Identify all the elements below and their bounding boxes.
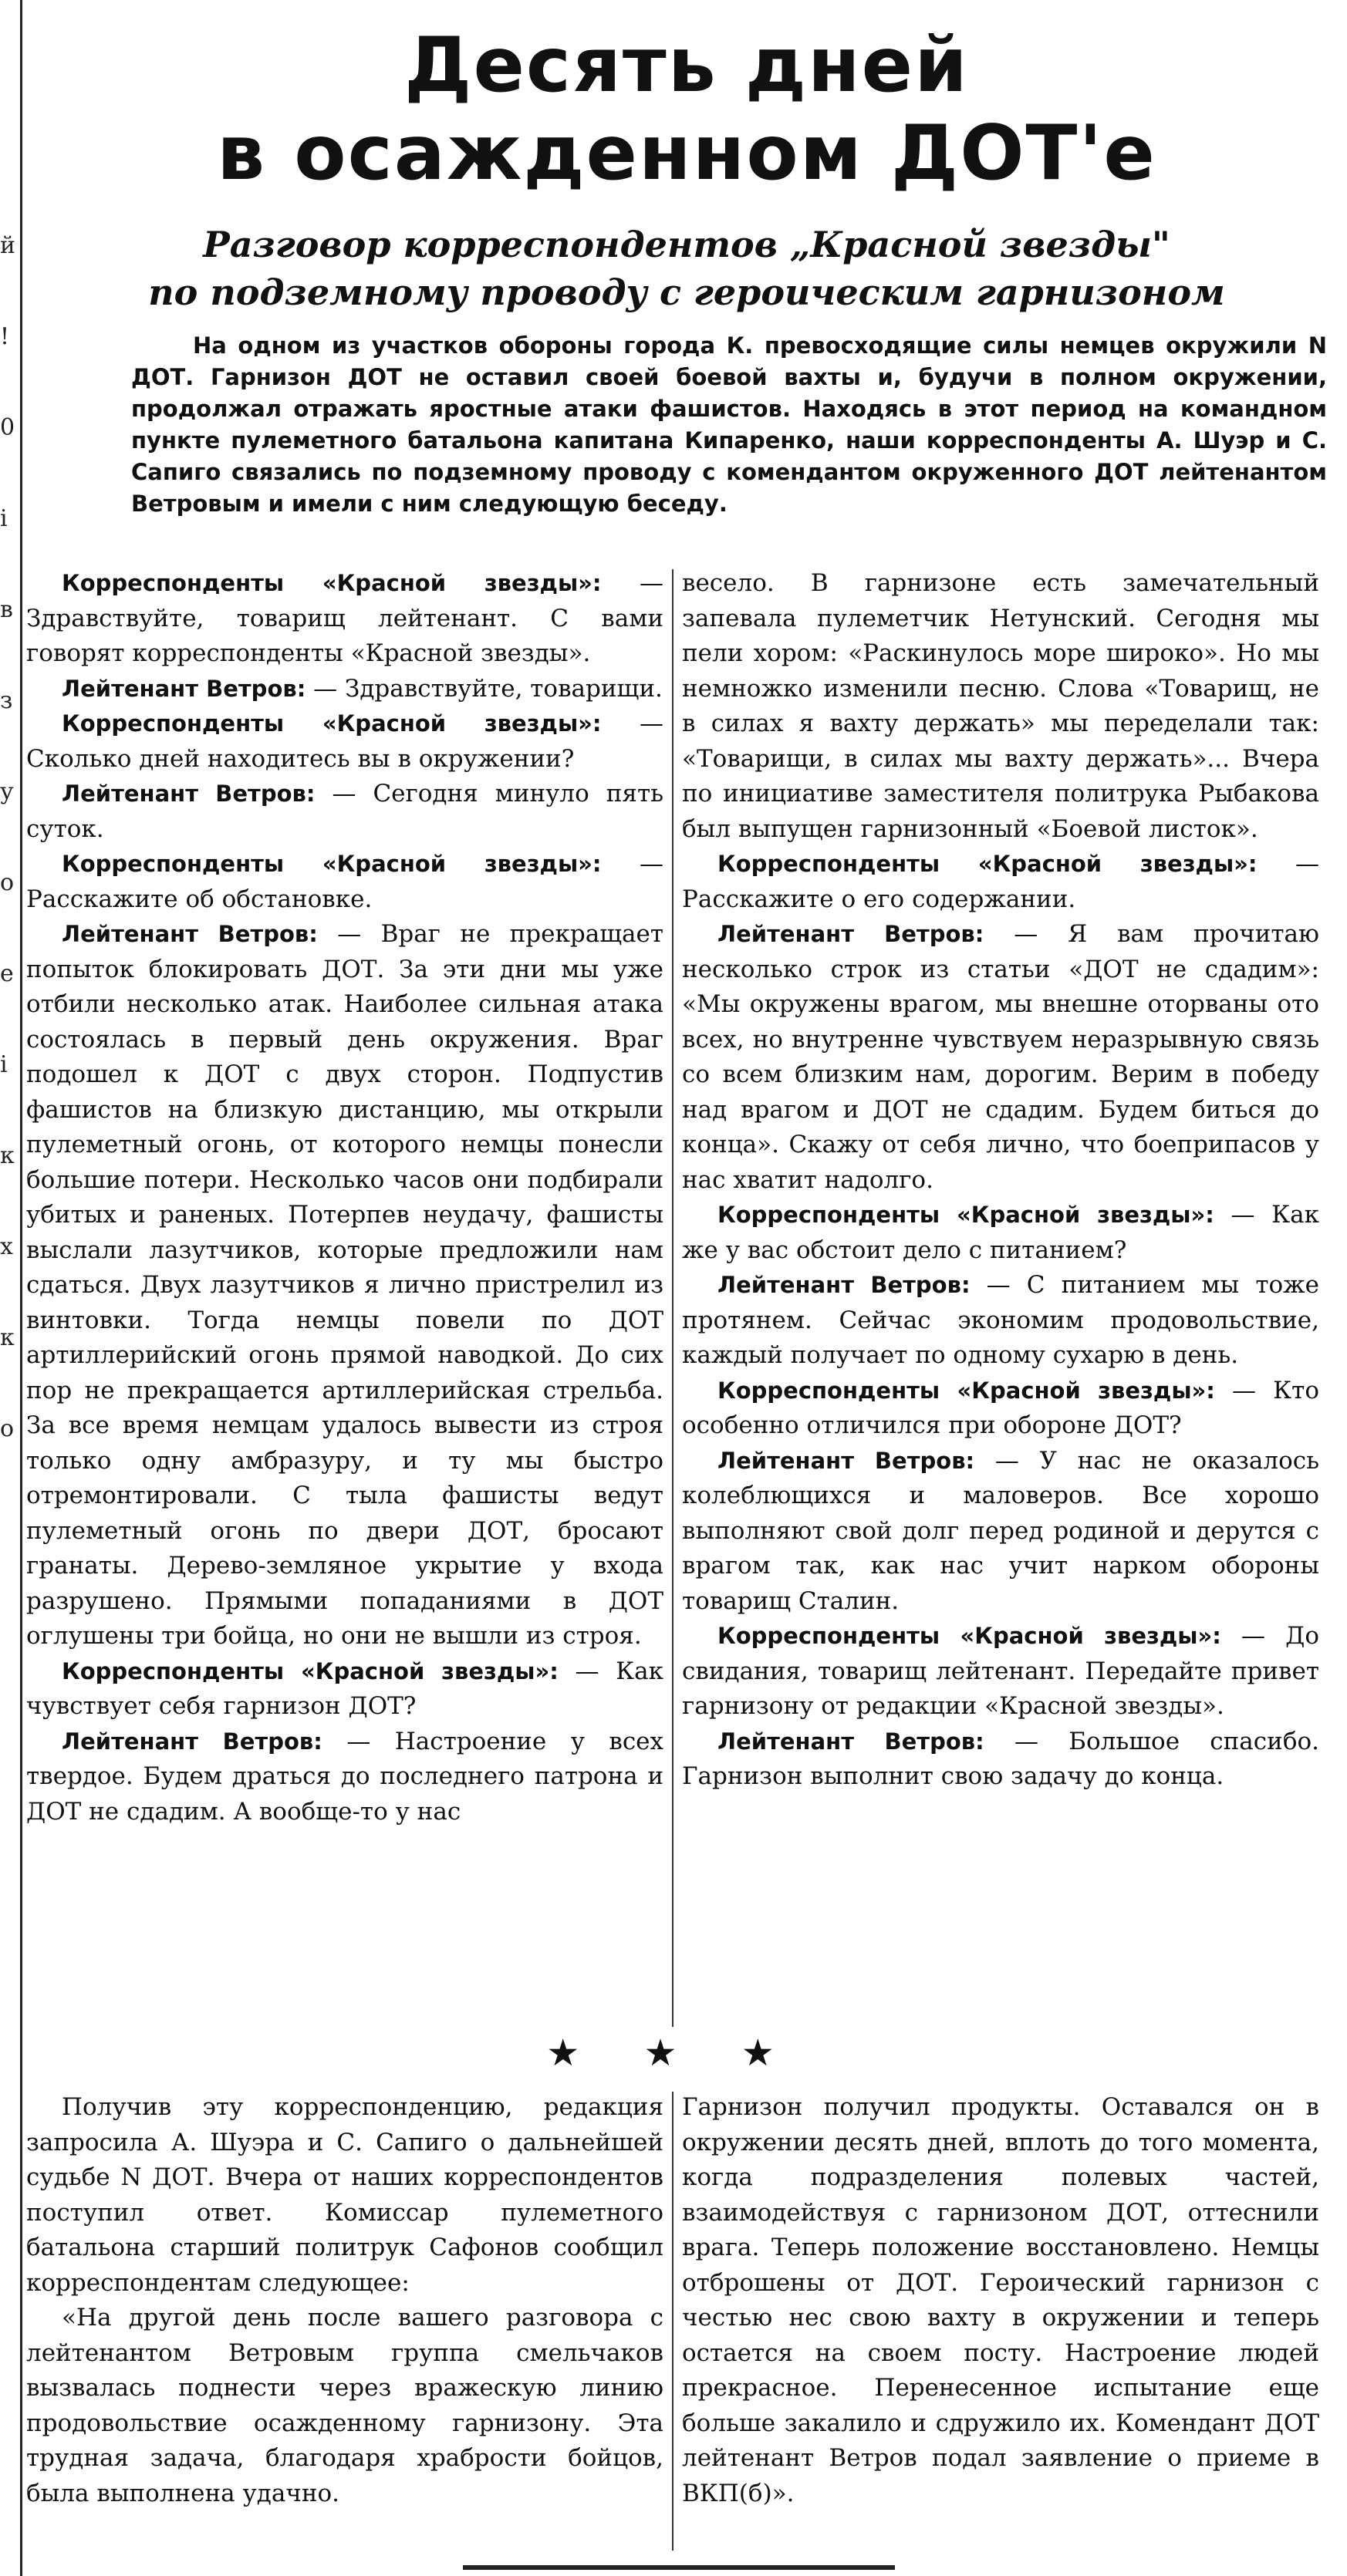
article-headline [46,22,1327,197]
speaker-label: Корреспонденты «Красной звезды»: [62,710,602,737]
interview-line [26,777,663,847]
speech-text: — Сколько дней находитесь вы в окружении? [26,710,663,773]
interview-line [26,1654,663,1725]
speaker-label: Лейтенант Ветров: [717,1272,971,1298]
speech-text: — Здравствуйте, товарищи. [313,674,663,703]
margin-char: в [0,596,13,623]
speech-text: — До свидания, товарищ лейтенант. Передайте привет гарнизону от редакции «Красной звезды». [682,1622,1319,1720]
interview-line [26,1725,663,1830]
speaker-label: Корреспонденты «Красной звезды»: [717,1377,1215,1404]
speech-text: — Расскажите о его содержании. [682,850,1319,913]
speaker-label: Лейтенант Ветров: [717,921,984,947]
followup-paragraph: Получив эту корреспонденцию, редакция запросила А. Шуэра и С. Сапиго о дальнейшей судьбе N ДОТ. Вчера от наших корреспондентов поступил ответ. Комиссар пулеметного батальона старший политрук Сафонов сообщил корреспондентам следующее: [26,2093,663,2297]
followup-paragraph: «На другой день после вашего разговора с лейтенантом Ветровым группа смельчаков вызвалась поднести через вражескую линию продовольствие осажденному гарнизону. Эта трудная задача, благодаря храбрости бойцов, была выполнена удачно. [26,2304,663,2507]
interview-line [26,706,663,777]
speaker-label: Корреспонденты «Красной звезды»: [62,1657,559,1684]
margin-char: ! [0,323,10,350]
speaker-label: Лейтенант Ветров: [62,781,316,807]
margin-char: е [0,960,14,987]
margin-char: й [0,232,15,259]
speaker-label: Корреспонденты «Красной звезды»: [717,851,1258,877]
margin-char: з [0,687,13,714]
interview-line [682,1268,1319,1374]
margin-char: 0 [0,414,15,441]
margin-char: о [0,869,15,896]
margin-char: і [0,505,8,532]
speech-text: — У нас не оказалось колеблющихся и маловеров. Все хорошо выполняют свой долг перед родиной и дерутся с врагом так, как нас учит нарком обороны товарищ Сталин. [682,1446,1319,1615]
speaker-label: Корреспонденты «Красной звезды»: [62,851,602,877]
subheadline-line-1: Разговор корреспондентов „Красной звезды" [203,224,1170,265]
speech-text: — Сегодня минуло пять суток. [26,780,663,843]
speaker-label: Корреспонденты «Красной звезды»: [62,570,602,596]
speech-text: — С питанием мы тоже протянем. Сейчас экономим продовольствие, каждый получает по одному сухарю в день. [682,1271,1319,1369]
speech-text: — Кто особенно отличился при обороне ДОТ? [682,1376,1319,1439]
interview-line [682,1725,1319,1795]
interview-line [682,1198,1319,1268]
column-divider [672,2092,674,2551]
interview-continuation: весело. В гарнизоне есть замечательный запевала пулеметчик Нетунский. Сегодня мы пели хором: «Раскинулось море широко». Но мы немножко изменили песню. Слова «Товарищ, не в силах я вахту держать» мы переделали так: «Товарищи, в силах мы вахту держать»... Вчера по инициативе заместителя политрука Рыбакова был выпущен гарнизонный «Боевой листок». [682,569,1319,843]
interview-line [26,847,663,917]
followup-column-1 [26,2090,663,2511]
speech-text: — Большое спасибо. Гарнизон выполнит свою задачу до конца. [682,1727,1319,1790]
headline-line-1: Десять дней [404,22,969,110]
bottom-rule [463,2565,895,2570]
margin-char: о [0,1415,15,1442]
article-lead-paragraph: На одном из участков обороны города К. превосходящие силы немцев окружили N ДОТ. Гарнизон ДОТ не оставил своей боевой вахты и, будучи в полном окружении, продолжал отражать яростные атаки фашистов. Находясь в этот период на командном пункте пулеметного батальона капитана Кипаренко, наши корреспонденты А. Шуэр и С. Сапиго связались по подземному проводу с комендантом окруженного ДОТ лейтенантом Ветровым и имели с ним следующую беседу. [131,332,1327,517]
margin-char: у [0,778,14,805]
speaker-label: Лейтенант Ветров: [62,675,306,702]
speech-text: — Здравствуйте, товарищ лейтенант. С вами говорят корреспонденты «Красной звезды». [26,569,663,667]
interview-line [682,1619,1319,1725]
interview-line [26,672,663,707]
interview-line [682,1374,1319,1444]
followup-paragraph: Гарнизон получил продукты. Оставался он в окружении десять дней, вплоть до того момента, когда подразделения полевых частей, взаимодействуя с гарнизоном ДОТ, оттеснили врага. Теперь положение восстановлено. Немцы отброшены от ДОТ. Героический гарнизон с честью нес свою вахту в окружении и теперь остается на своем посту. Настроение людей прекрасное. Перенесенное испытание еще больше закалило и сдружило их. Комендант ДОТ лейтенант Ветров подал заявление о приеме в ВКП(б)». [682,2093,1319,2507]
speech-text: — Враг не прекращает попыток блокировать ДОТ. За эти дни мы уже отбили несколько атак. Наиболее сильная атака состоялась в первый день окружения. Враг подошел к ДОТ с двух сторон. Подпустив фашистов на близкую дистанцию, мы открыли пулеметный огонь, от которого немцы понесли большие потери. Несколько часов они подбирали убитых и раненых. Потерпев неудачу, фашисты выслали лазутчиков, которые предложили нам сдаться. Двух лазутчиков я лично пристрелил из винтовки. Тогда немцы повели по ДОТ артиллерийский огонь прямой наводкой. До сих пор не прекращается артиллерийская стрельба. За все время немцам удалось вывести из строя только одну амбразуру, и ту мы быстро отремонтировали. С тыла фашисты ведут пулеметный огонь по двери ДОТ, бросают гранаты. Дерево-земляное укрытие у входа разрушено. Прямыми попаданиями в ДОТ оглушены три бойца, но они не вышли из строя. [26,920,663,1650]
speech-text: — Расскажите об обстановке. [26,850,663,913]
speaker-label: Лейтенант Ветров: [717,1447,975,1474]
margin-fragment-column [0,201,17,1475]
interview-line [682,847,1319,917]
column-divider [672,569,674,2027]
speech-text: — Я вам прочитаю несколько строк из статьи «ДОТ не сдадим»: «Мы окружены врагом, мы внешне оторваны ото всех, но внутренне чувствуем неразрывную связь со всем близким нам, дорогим. Верим в победу над врагом и ДОТ не сдадим. Будем биться до конца». Скажу от себя лично, что боеприпасов у нас хватит надолго. [682,920,1319,1194]
interview-line [682,1444,1319,1620]
interview-line [26,566,663,672]
margin-char: к [0,1324,15,1351]
followup-column-2 [682,2090,1319,2511]
interview-line [682,917,1319,1198]
headline-line-2: в осажденном ДОТ'е [217,110,1156,197]
interview-column-2 [682,566,1319,1795]
interview-column-1 [26,566,663,1829]
margin-char: і [0,1051,8,1078]
speaker-label: Лейтенант Ветров: [62,921,318,947]
speaker-label: Корреспонденты «Красной звезды»: [717,1202,1214,1228]
section-separator-stars: ★ ★ ★ [546,2031,801,2075]
margin-char: к [0,1142,15,1169]
speaker-label: Корреспонденты «Красной звезды»: [717,1623,1221,1649]
interview-line [26,917,663,1654]
speaker-label: Лейтенант Ветров: [717,1728,984,1755]
speech-text: — Как же у вас обстоит дело с питанием? [682,1201,1319,1264]
speech-text: — Как чувствует себя гарнизон ДОТ? [26,1657,663,1720]
subheadline-line-2: по подземному проводу с героическим гарнизоном [148,271,1225,313]
article-subheadline [46,221,1327,316]
speech-text: — Настроение у всех твердое. Будем драться до последнего патрона и ДОТ не сдадим. А вообще-то у нас [26,1727,664,1826]
speaker-label: Лейтенант Ветров: [62,1728,322,1755]
margin-char: х [0,1233,13,1260]
